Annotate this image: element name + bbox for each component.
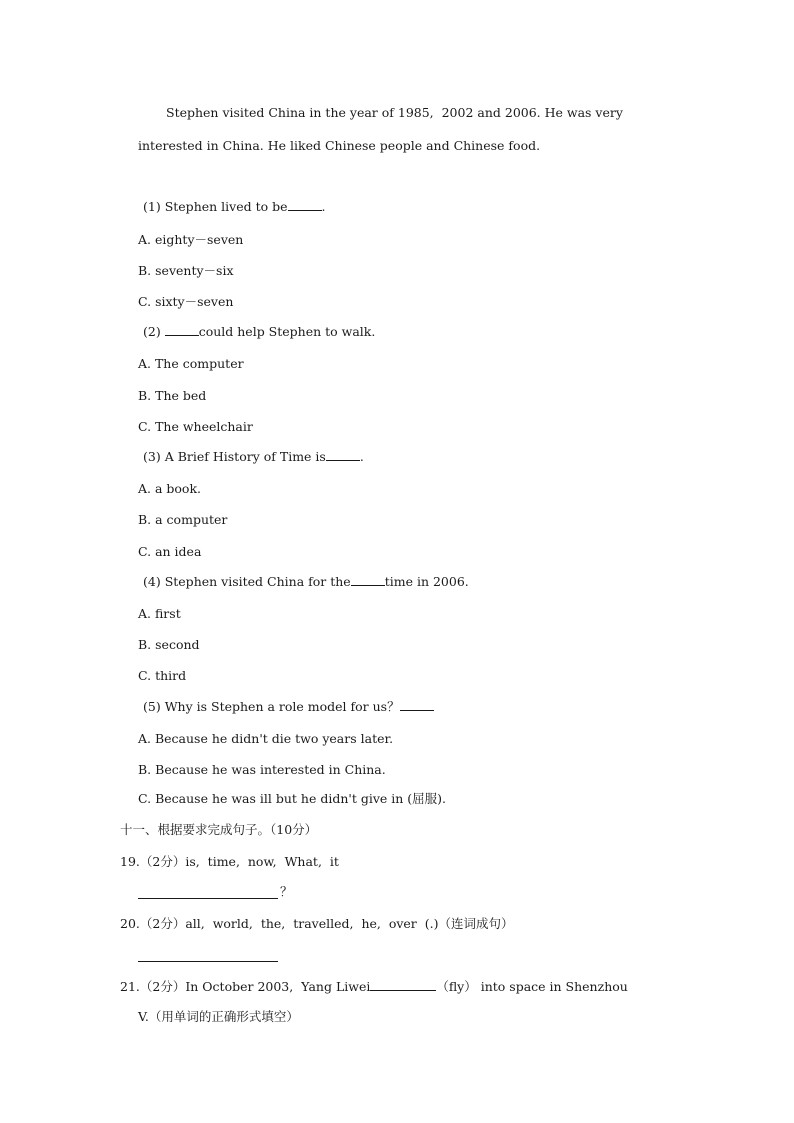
- item-21: [120, 978, 628, 995]
- question-mark: ？: [280, 884, 293, 899]
- question-text: Stephen visited China for the: [164, 574, 351, 589]
- item-points: （2分）: [139, 916, 186, 931]
- option-c: C. an idea: [138, 544, 202, 559]
- item-19: [120, 854, 339, 870]
- item-number: 20.: [120, 916, 140, 931]
- item-points: （2分）: [139, 979, 186, 994]
- item-text: all, world, the, travelled, he, over (.)（连词成句）: [185, 916, 514, 931]
- question-5-stem: [143, 698, 434, 715]
- item-number: 19.: [120, 854, 140, 869]
- question-3-stem: [143, 448, 364, 465]
- answer-blank[interactable]: [400, 698, 434, 711]
- question-text: Stephen lived to be: [164, 199, 288, 214]
- section-heading: 十一、根据要求完成句子。（10分）: [120, 822, 318, 837]
- answer-blank[interactable]: [165, 323, 199, 336]
- option-b: B. The bed: [138, 388, 207, 403]
- option-a: A. eighty－seven: [138, 232, 244, 247]
- option-b: B. a computer: [138, 512, 228, 527]
- option-a: A. first: [138, 606, 181, 621]
- question-text-after: time in 2006.: [384, 574, 469, 589]
- answer-blank[interactable]: [288, 198, 322, 211]
- question-number: (5): [143, 699, 161, 714]
- passage-line-2: interested in China. He liked Chinese people and Chinese food.: [138, 138, 541, 153]
- item-text-after: （fly） into space in Shenzhou: [436, 979, 628, 994]
- option-a: A. The computer: [138, 356, 244, 371]
- answer-line-20[interactable]: [138, 961, 278, 962]
- question-text-after: .: [321, 199, 326, 214]
- question-text-after: could help Stephen to walk.: [198, 324, 376, 339]
- answer-blank[interactable]: [370, 978, 436, 991]
- option-b: B. Because he was interested in China.: [138, 762, 386, 777]
- item-text: In October 2003, Yang Liwei: [185, 979, 371, 994]
- answer-line-19[interactable]: [138, 898, 278, 899]
- question-4-stem: [143, 573, 469, 590]
- option-a: A. Because he didn't die two years later.: [138, 731, 394, 746]
- option-b: B. seventy－six: [138, 263, 234, 278]
- item-21-continuation: V.（用单词的正确形式填空）: [138, 1009, 299, 1024]
- question-number: (3): [143, 449, 161, 464]
- option-c: C. The wheelchair: [138, 419, 253, 434]
- item-number: 21.: [120, 979, 140, 994]
- option-c: C. third: [138, 668, 187, 683]
- passage-line-1: Stephen visited China in the year of 1985, 2002 and 2006. He was very: [166, 105, 623, 120]
- item-points: （2分）: [139, 854, 186, 869]
- option-b: B. second: [138, 637, 200, 652]
- question-text: Why is Stephen a role model for us？: [164, 699, 400, 714]
- option-c: C. Because he was ill but he didn't give in (屈服).: [138, 791, 447, 806]
- answer-blank[interactable]: [326, 448, 360, 461]
- option-c: C. sixty－seven: [138, 294, 234, 309]
- answer-blank[interactable]: [351, 573, 385, 586]
- question-number: (2): [143, 324, 161, 339]
- option-a: A. a book.: [138, 481, 202, 496]
- question-2-stem: [143, 323, 375, 340]
- question-number: (4): [143, 574, 161, 589]
- question-number: (1): [143, 199, 161, 214]
- question-1-stem: [143, 198, 326, 215]
- item-20: [120, 916, 513, 932]
- question-text: A Brief History of Time is: [164, 449, 326, 464]
- question-text-after: .: [359, 449, 364, 464]
- item-text: is, time, now, What, it: [185, 854, 339, 869]
